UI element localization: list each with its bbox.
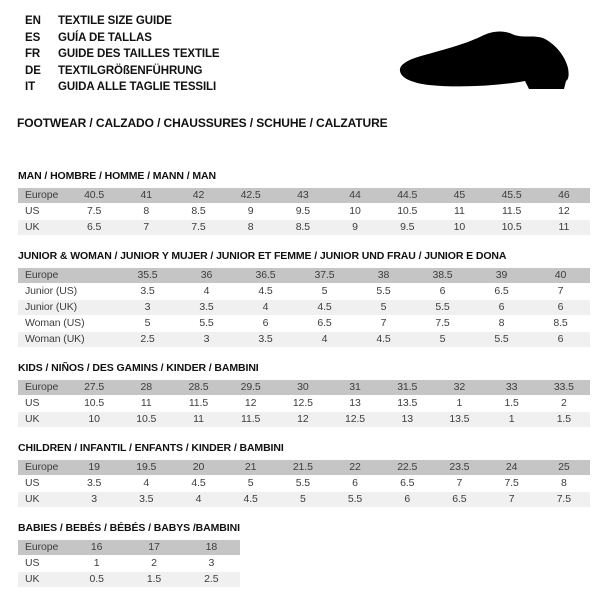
size-cell: 18: [183, 540, 240, 556]
size-cell: 32: [433, 380, 485, 396]
size-cell: 7: [531, 283, 590, 299]
language-title: GUIDA ALLE TAGLIE TESSILI: [58, 81, 217, 93]
row-label: US: [18, 475, 68, 491]
size-cell: 13.5: [381, 395, 433, 411]
size-cell: 22: [329, 460, 381, 476]
size-table-title: CHILDREN / INFANTIL / ENFANTS / KINDER / BAMBINI: [18, 441, 284, 454]
size-cell: 12.5: [277, 395, 329, 411]
size-cell: 4: [295, 331, 354, 347]
language-code: DE: [25, 64, 41, 77]
size-cell: 5: [277, 491, 329, 507]
size-cell: 3.5: [177, 299, 236, 315]
size-cell: 11: [120, 395, 172, 411]
size-table-title: BABIES / BEBÉS / BÉBÉS / BABYS /BAMBINI: [18, 521, 240, 534]
language-code: FR: [25, 48, 41, 60]
size-cell: 40.5: [68, 188, 120, 204]
size-cell: 35.5: [118, 268, 177, 284]
row-label: US: [18, 203, 68, 219]
size-cell: 3.5: [68, 475, 120, 491]
language-code: IT: [25, 81, 36, 93]
row-label: UK: [18, 491, 68, 507]
size-cell: 6: [531, 299, 590, 315]
size-cell: 6: [413, 283, 472, 299]
size-cell: 21: [225, 460, 277, 476]
size-cell: 3.5: [236, 331, 295, 347]
size-cell: 10.5: [381, 203, 433, 219]
size-table-section-junior-woman: [18, 250, 590, 348]
row-label: Europe: [18, 188, 68, 204]
size-cell: 39: [472, 268, 531, 284]
size-cell: 29.5: [225, 380, 277, 396]
size-cell: 11.5: [172, 395, 224, 411]
size-cell: 4.5: [172, 475, 224, 491]
size-cell: 24: [486, 460, 538, 476]
size-cell: 28: [120, 380, 172, 396]
size-cell: 5: [295, 283, 354, 299]
size-cell: 7.5: [486, 475, 538, 491]
size-cell: 12.5: [329, 411, 381, 427]
size-cell: 9.5: [277, 203, 329, 219]
size-cell: 46: [538, 188, 590, 204]
size-cell: 27.5: [68, 380, 120, 396]
size-cell: 5.5: [277, 475, 329, 491]
size-cell: 1.5: [125, 571, 182, 587]
size-table-title: JUNIOR & WOMAN / JUNIOR Y MUJER / JUNIOR ET FEMME / JUNIOR UND FRAU / JUNIOR E DONA: [18, 249, 507, 262]
language-code: EN: [25, 15, 41, 27]
size-cell: 44.5: [381, 188, 433, 204]
size-cell: 1.5: [538, 411, 590, 427]
category-line: FOOTWEAR / CALZADO / CHAUSSURES / SCHUHE / CALZATURE: [17, 115, 388, 130]
size-cell: 8: [225, 219, 277, 235]
size-cell: 5.5: [413, 299, 472, 315]
row-label: Europe: [18, 268, 118, 284]
size-cell: 8: [120, 203, 172, 219]
size-cell: 6.5: [433, 491, 485, 507]
size-cell: 28.5: [172, 380, 224, 396]
size-cell: 31: [329, 380, 381, 396]
size-cell: 43: [277, 188, 329, 204]
size-cell: 22.5: [381, 460, 433, 476]
size-cell: 6: [472, 299, 531, 315]
size-cell: 5: [354, 299, 413, 315]
size-cell: 13: [329, 395, 381, 411]
size-cell: 5.5: [329, 491, 381, 507]
row-label: UK: [18, 411, 68, 427]
size-cell: 10.5: [120, 411, 172, 427]
table-row: [18, 540, 240, 556]
row-label: Europe: [18, 380, 68, 396]
size-cell: 11: [433, 203, 485, 219]
size-cell: 10.5: [68, 395, 120, 411]
size-tables: [0, 170, 600, 588]
size-table: [18, 268, 590, 348]
size-cell: 10: [329, 203, 381, 219]
size-cell: 10: [68, 411, 120, 427]
language-title: TEXTILGRÖßENFÜHRUNG: [58, 64, 203, 77]
size-cell: 16: [68, 540, 125, 556]
size-cell: 9: [225, 203, 277, 219]
size-cell: 4.5: [354, 331, 413, 347]
size-table: [18, 380, 590, 428]
size-table-section-children: [18, 442, 590, 508]
size-cell: 19.5: [120, 460, 172, 476]
size-cell: 33: [486, 380, 538, 396]
size-cell: 1: [486, 411, 538, 427]
size-table: [18, 460, 590, 508]
size-cell: 13.5: [433, 411, 485, 427]
size-cell: 7: [120, 219, 172, 235]
size-cell: 6: [329, 475, 381, 491]
size-cell: 6.5: [381, 475, 433, 491]
language-row: [25, 13, 600, 30]
table-row: [18, 331, 590, 347]
size-cell: 4: [172, 491, 224, 507]
table-row: [18, 555, 240, 571]
size-table: [18, 540, 240, 588]
size-table-title: MAN / HOMBRE / HOMME / MANN / MAN: [18, 169, 216, 182]
table-row: [18, 315, 590, 331]
size-cell: 30: [277, 380, 329, 396]
table-row: [18, 268, 590, 284]
size-cell: 11: [538, 219, 590, 235]
size-cell: 12: [277, 411, 329, 427]
size-cell: 36: [177, 268, 236, 284]
size-cell: 8: [538, 475, 590, 491]
size-cell: 10: [433, 219, 485, 235]
size-cell: 25: [538, 460, 590, 476]
size-cell: 19: [68, 460, 120, 476]
table-row: [18, 219, 590, 235]
size-cell: 23.5: [433, 460, 485, 476]
table-row: [18, 299, 590, 315]
size-cell: 4: [177, 283, 236, 299]
size-table-section-man: [18, 170, 590, 236]
size-cell: 6.5: [295, 315, 354, 331]
row-label: Woman (US): [18, 315, 118, 331]
size-cell: 7.5: [538, 491, 590, 507]
size-cell: 3: [183, 555, 240, 571]
size-cell: 7.5: [413, 315, 472, 331]
size-cell: 42.5: [225, 188, 277, 204]
size-cell: 33.5: [538, 380, 590, 396]
table-row: [18, 283, 590, 299]
size-cell: 12: [538, 203, 590, 219]
size-cell: 3: [118, 299, 177, 315]
table-row: [18, 395, 590, 411]
language-title: TEXTILE SIZE GUIDE: [58, 15, 172, 27]
dress-shoe-icon: [396, 30, 572, 93]
table-row: [18, 475, 590, 491]
language-code: ES: [25, 31, 41, 44]
language-title: GUIDE DES TAILLES TEXTILE: [58, 48, 220, 60]
table-row: [18, 411, 590, 427]
row-label: UK: [18, 571, 68, 587]
size-cell: 7: [354, 315, 413, 331]
table-row: [18, 571, 240, 587]
size-cell: 7.5: [68, 203, 120, 219]
row-label: Junior (UK): [18, 299, 118, 315]
size-cell: 4: [236, 299, 295, 315]
size-cell: 12: [225, 395, 277, 411]
size-cell: 1: [68, 555, 125, 571]
table-row: [18, 380, 590, 396]
size-cell: 42: [172, 188, 224, 204]
size-cell: 20: [172, 460, 224, 476]
size-cell: 8.5: [531, 315, 590, 331]
size-cell: 44: [329, 188, 381, 204]
size-cell: 7.5: [172, 219, 224, 235]
size-cell: 31.5: [381, 380, 433, 396]
size-cell: 2.5: [118, 331, 177, 347]
table-row: [18, 203, 590, 219]
row-label: US: [18, 395, 68, 411]
size-cell: 2: [125, 555, 182, 571]
size-cell: 6: [381, 491, 433, 507]
size-cell: 45: [433, 188, 485, 204]
size-cell: 4.5: [295, 299, 354, 315]
table-row: [18, 188, 590, 204]
size-cell: 10.5: [486, 219, 538, 235]
table-row: [18, 491, 590, 507]
size-cell: 8.5: [277, 219, 329, 235]
size-cell: 0.5: [68, 571, 125, 587]
size-cell: 36.5: [236, 268, 295, 284]
size-cell: 4: [120, 475, 172, 491]
size-cell: 5.5: [177, 315, 236, 331]
size-cell: 8.5: [172, 203, 224, 219]
size-cell: 6: [236, 315, 295, 331]
size-cell: 11.5: [486, 203, 538, 219]
size-cell: 3: [177, 331, 236, 347]
size-cell: 4.5: [225, 491, 277, 507]
size-cell: 5.5: [354, 283, 413, 299]
size-cell: 17: [125, 540, 182, 556]
size-cell: 3: [68, 491, 120, 507]
row-label: Europe: [18, 540, 68, 556]
size-cell: 9: [329, 219, 381, 235]
row-label: Woman (UK): [18, 331, 118, 347]
size-cell: 3.5: [120, 491, 172, 507]
size-cell: 5: [118, 315, 177, 331]
size-cell: 11.5: [225, 411, 277, 427]
size-table-section-babies: [18, 522, 590, 588]
size-cell: 13: [381, 411, 433, 427]
size-cell: 1.5: [486, 395, 538, 411]
size-cell: 38: [354, 268, 413, 284]
header: [0, 0, 600, 130]
size-cell: 7: [433, 475, 485, 491]
size-cell: 5.5: [472, 331, 531, 347]
size-cell: 37.5: [295, 268, 354, 284]
language-title: GUÍA DE TALLAS: [58, 31, 152, 44]
size-cell: 2.5: [183, 571, 240, 587]
size-cell: 38.5: [413, 268, 472, 284]
size-cell: 21.5: [277, 460, 329, 476]
size-table-title: KIDS / NIÑOS / DES GAMINS / KINDER / BAMBINI: [18, 361, 259, 374]
row-label: US: [18, 555, 68, 571]
size-cell: 9.5: [381, 219, 433, 235]
size-cell: 41: [120, 188, 172, 204]
size-cell: 7: [486, 491, 538, 507]
size-cell: 8: [472, 315, 531, 331]
size-cell: 6.5: [68, 219, 120, 235]
size-cell: 3.5: [118, 283, 177, 299]
size-cell: 1: [433, 395, 485, 411]
size-cell: 40: [531, 268, 590, 284]
table-row: [18, 460, 590, 476]
size-table: [18, 188, 590, 236]
row-label: UK: [18, 219, 68, 235]
size-cell: 6.5: [472, 283, 531, 299]
size-cell: 11: [172, 411, 224, 427]
size-cell: 5: [413, 331, 472, 347]
size-table-section-kids: [18, 362, 590, 428]
size-cell: 6: [531, 331, 590, 347]
row-label: Europe: [18, 460, 68, 476]
size-cell: 45.5: [486, 188, 538, 204]
size-cell: 4.5: [236, 283, 295, 299]
size-cell: 5: [225, 475, 277, 491]
row-label: Junior (US): [18, 283, 118, 299]
size-cell: 2: [538, 395, 590, 411]
